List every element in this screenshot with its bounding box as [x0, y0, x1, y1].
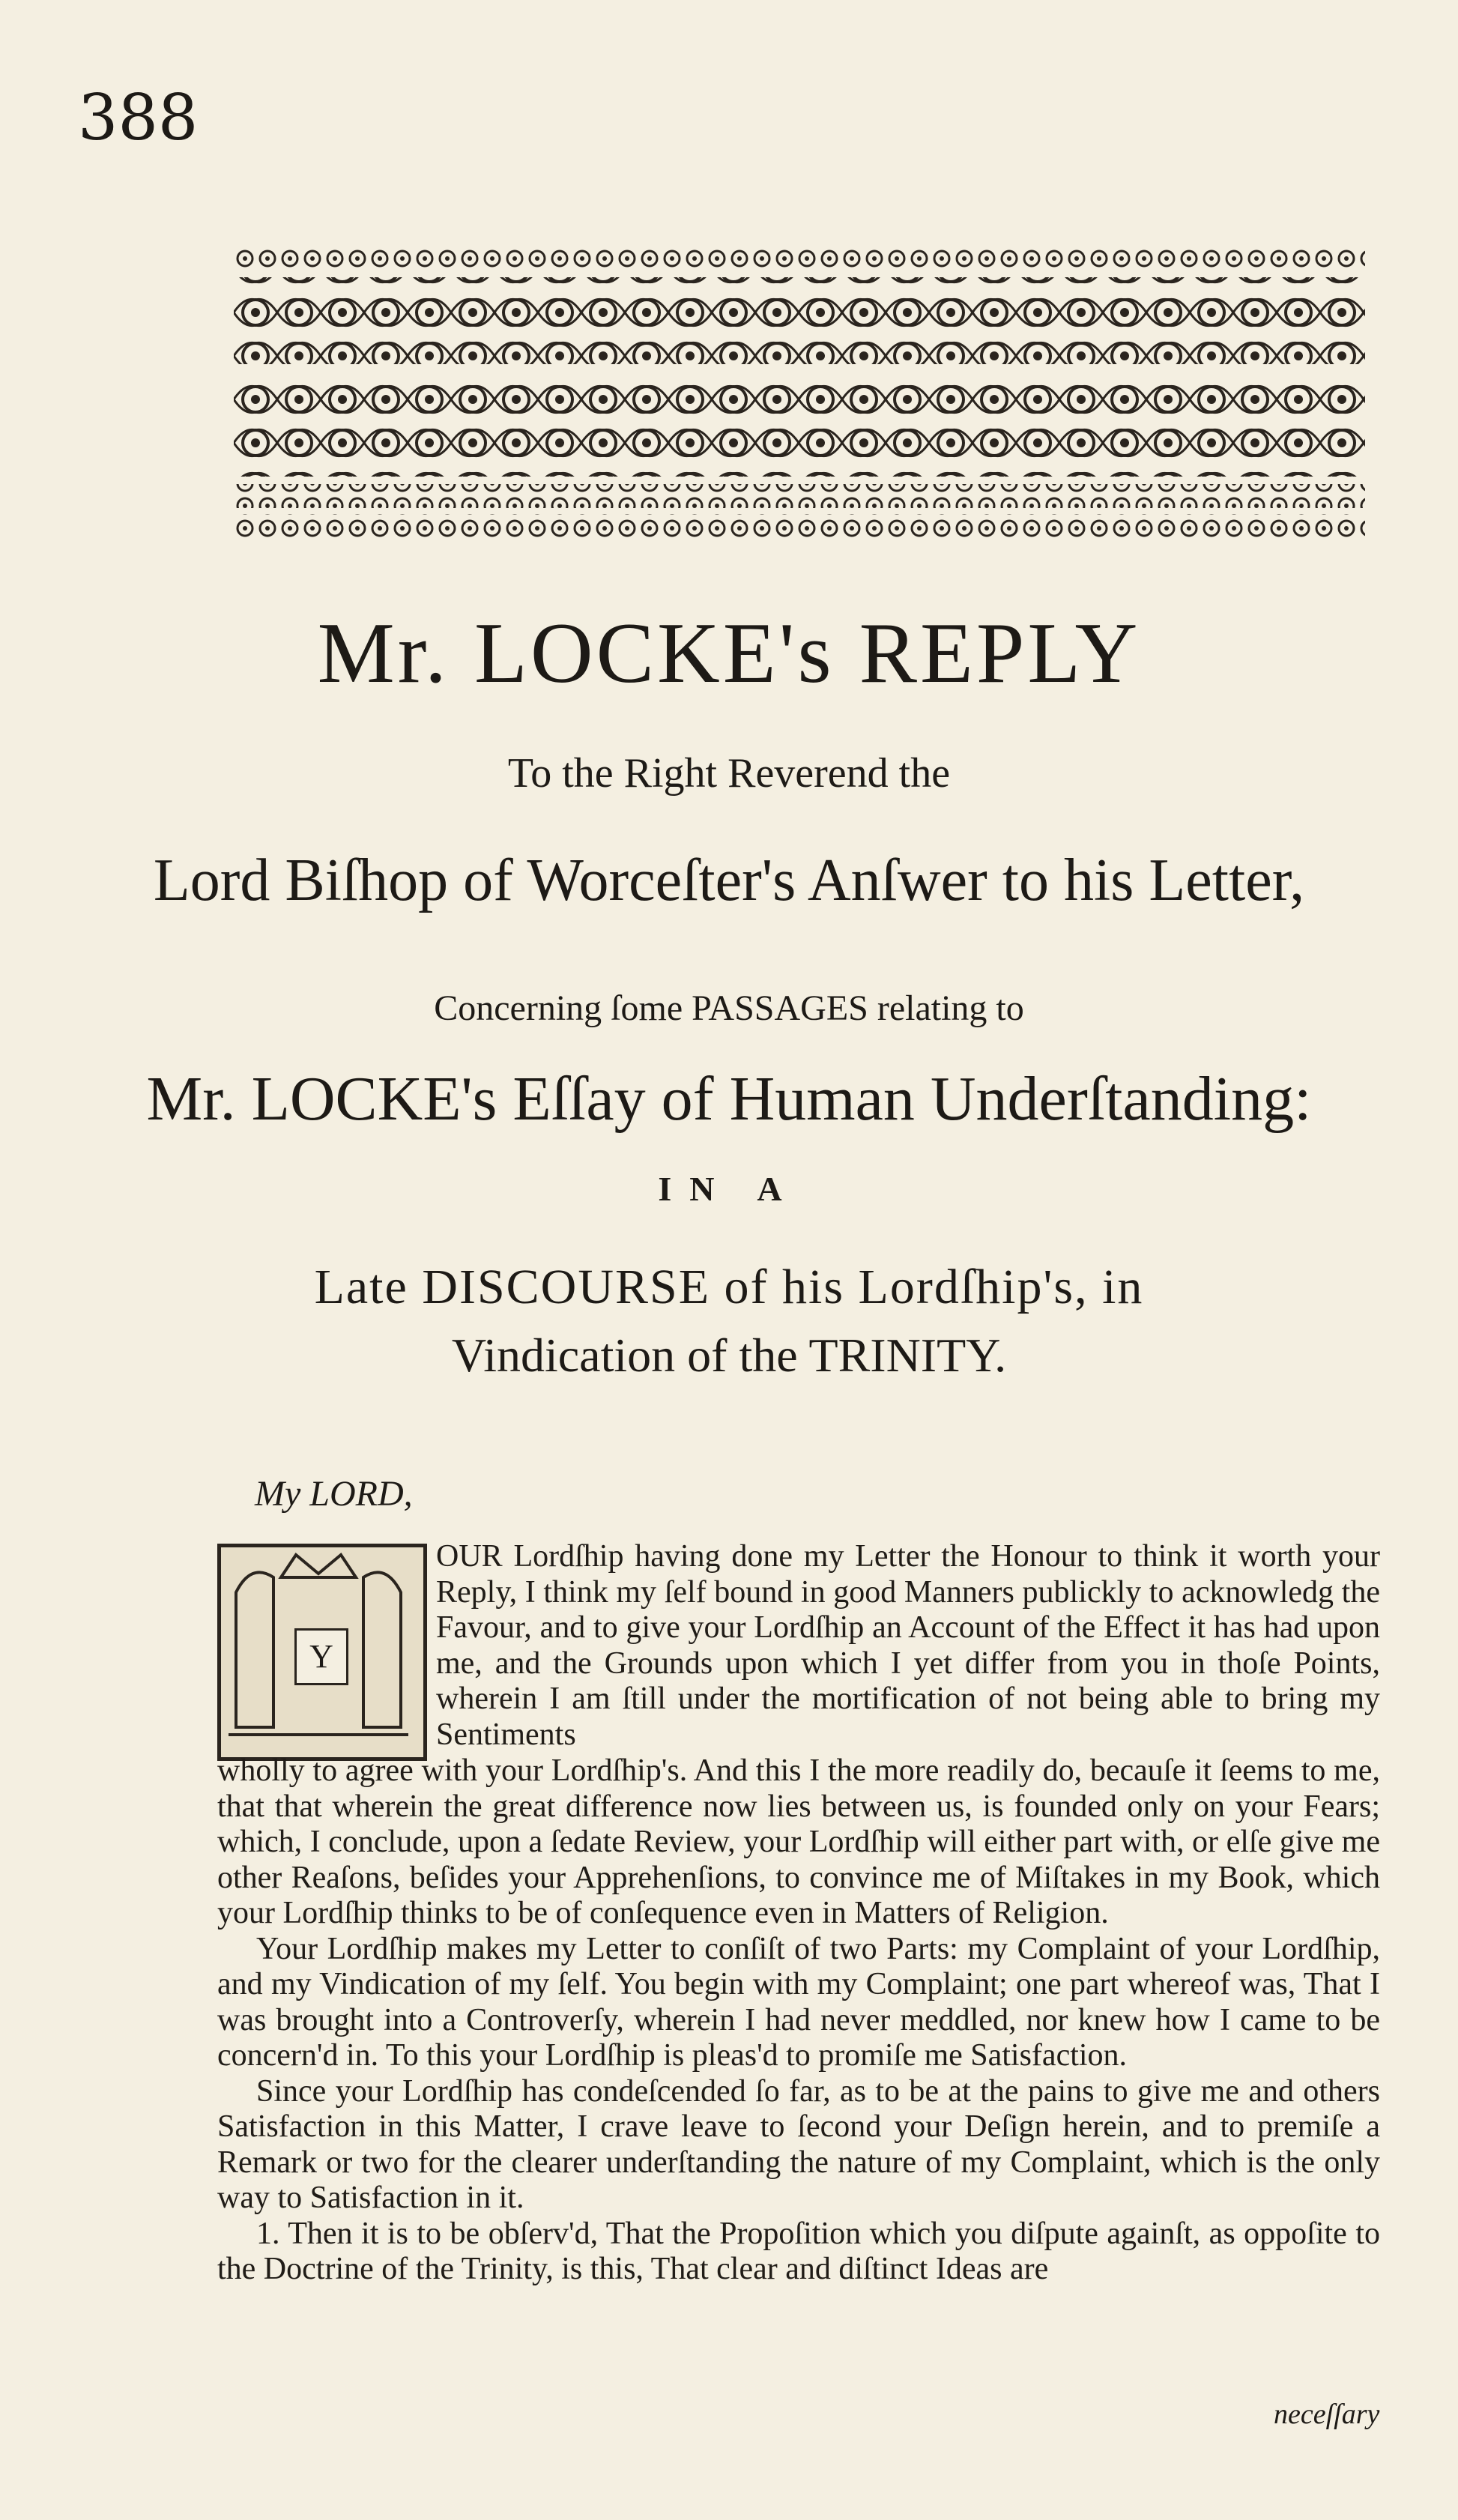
title-line-2: To the Right Reverend the — [507, 750, 951, 797]
title-line-7: Late DISCOURSE of his Lordſhip's, in — [314, 1260, 1144, 1314]
opening-paragraph: OUR Lordſhip having done my Letter the Honour to think it worth your Reply, I think my ſelf bound in good Manners publickly to acknowledg the Favour, and to give your Lordſhip an Account of the Effect it has had upon me, and the Grounds upon which I yet differ from you in thoſe Points, wherein I am ſtill under the mortification of not being able to bring my Sentiments — [436, 1539, 1380, 1752]
paragraph-4: 1. Then it is to be obſerv'd, That the Propoſition which you diſpute againſt, as oppoſite to the Doctrine of the Trinity, is this, That clear and diſtinct Ideas are — [217, 2216, 1380, 2286]
page-number: 388 — [78, 81, 199, 154]
title-line-1: Mr. LOCKE's REPLY — [317, 605, 1141, 701]
catchword: neceſſary — [1274, 2399, 1380, 2430]
paragraph-1-continued: wholly to agree with your Lordſhip's. And this I the more readily do, becauſe it ſeems to me, that that wherein the great difference now lies between us, is founded only on your Fears; which, I conclude, upon a ſedate Review, your Lordſhip will either part with, or elſe give me other Reaſons, beſides your Apprehenſions, to convince me of Miſtakes in my Book, which your Lordſhip thinks to be of conſequence even in Matters of Religion. — [217, 1753, 1380, 1930]
letter-body — [217, 1753, 1380, 2288]
salutation: My LORD, — [255, 1474, 413, 1514]
title-line-8: Vindication of the TRINITY. — [451, 1329, 1007, 1382]
paragraph-2: Your Lordſhip makes my Letter to conſiſt of two Parts: my Complaint of your Lordſhip, and my Vindication of my ſelf. You begin with my Complaint; one part whereof was, That I was brought into a Controverſy, wherein I had never meddled, nor knew how I came to be concern'd in. To this your Lordſhip is pleas'd to promiſe me Satisfaction. — [217, 1931, 1380, 2073]
decorated-initial — [217, 1544, 427, 1761]
paragraph-3: Since your Lordſhip has condeſcended ſo far, as to be at the pains to give me and others Satisfaction in this Matter, I crave leave to ſecond your Deſign herein, and to premiſe a Remark or two for the clearer underſtanding the nature of my Complaint, which is the only way to Satisfaction in it. — [217, 2073, 1380, 2215]
title-line-6: IN A — [658, 1170, 800, 1208]
title-line-4: Concerning ſome PASSAGES relating to — [434, 988, 1024, 1028]
initial-letter: Y — [294, 1628, 348, 1685]
title-line-3: Lord Biſhop of Worceſter's Anſwer to his Letter, — [153, 847, 1305, 913]
ornamental-headpiece — [234, 247, 1365, 538]
title-line-5: Mr. LOCKE's Eſſay of Human Underſtanding: — [146, 1064, 1312, 1134]
